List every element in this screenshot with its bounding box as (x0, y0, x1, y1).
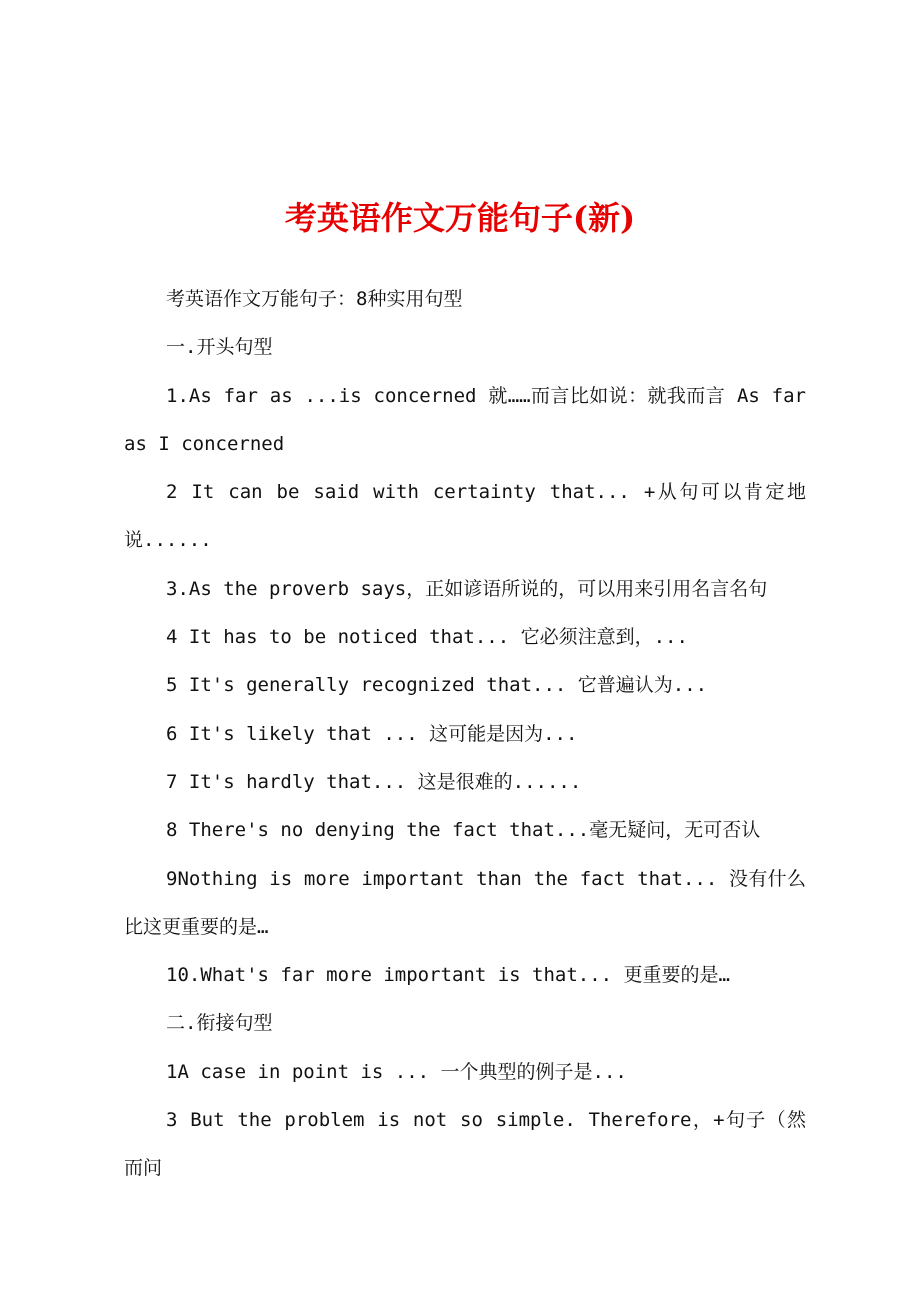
document-body (124, 275, 806, 1193)
list-item: 4 It has to be noticed that... 它必须注意到，... (166, 626, 688, 649)
list-item: 9Nothing is more important than the fact that... 没有什么比这更重要的是… (124, 867, 806, 938)
list-item: 7 It's hardly that... 这是很难的...... (166, 770, 582, 793)
list-item: 5 It's generally recognized that... 它普遍认为... (166, 674, 708, 697)
paragraph-intro: 考英语作文万能句子：8种实用句型 (166, 288, 463, 310)
section-heading-opening: 一.开头句型 (166, 336, 273, 359)
list-item: 6 It's likely that ... 这可能是因为... (166, 722, 578, 745)
list-item: 8 There's no denying the fact that...毫无疑问，无可否认 (166, 819, 761, 842)
list-item: 2 It can be said with certainty that... +从句可以肯定地说...... (124, 481, 806, 552)
section-heading-transition: 二.衔接句型 (166, 1012, 273, 1035)
list-item: 10.What's far more important is that... 更重要的是… (166, 964, 730, 987)
list-item: 1.As far as ...is concerned 就……而言比如说：就我而言 As far as I concerned (124, 384, 806, 455)
list-item: 3.As the proverb says，正如谚语所说的，可以用来引用名言名句 (166, 577, 768, 600)
list-item: 1A case in point is ... 一个典型的例子是... (166, 1060, 627, 1083)
document-title: 考英语作文万能句子(新) (284, 199, 636, 237)
list-item: 3 But the problem is not so simple. Therefore，+句子（然而问 (124, 1109, 806, 1180)
